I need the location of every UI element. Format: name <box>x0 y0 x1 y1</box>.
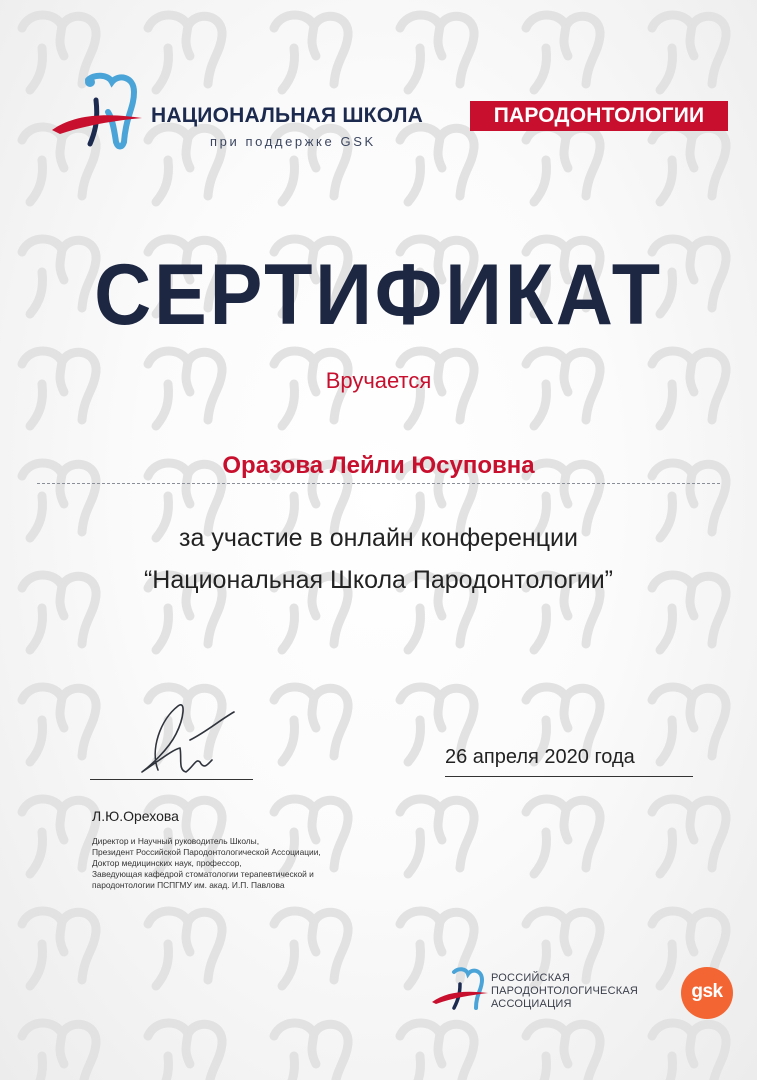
signer-name: Л.Ю.Орехова <box>92 808 179 824</box>
signature-line <box>90 779 253 780</box>
association-name-line: РОССИЙСКАЯ <box>491 972 570 984</box>
signer-description-line: Президент Российской Пародонтологической Ассоциации, <box>92 847 321 857</box>
association-name-line: АССОЦИАЦИЯ <box>491 998 572 1010</box>
signer-description-line: Доктор медицинских наук, профессор, <box>92 858 242 868</box>
signer-description-line: Директор и Научный руководитель Школы, <box>92 836 260 846</box>
certificate-date: 26 апреля 2020 года <box>445 746 635 768</box>
recipient-name: Оразова Лейли Юсуповна <box>222 452 535 479</box>
reason-line-2: “Национальная Школа Пародонтологии” <box>143 566 613 594</box>
certificate-title: СЕРТИФИКАТ <box>94 247 663 343</box>
gsk-logo: gsk <box>681 967 733 1019</box>
association-name <box>491 972 638 1011</box>
handwritten-signature <box>120 700 240 785</box>
recipient-underline <box>37 483 720 484</box>
reason-line-1: за участие в онлайн конференции <box>179 524 578 552</box>
signer-description-line: пародонтологии ПСПГМУ им. акад. И.П. Павлова <box>92 880 285 890</box>
brand-badge: ПАРОДОНТОЛОГИИ <box>470 101 728 131</box>
association-tooth-logo-icon <box>430 966 490 1011</box>
awarded-label: Вручается <box>325 368 432 393</box>
brand-subtitle: при поддержке GSK <box>210 134 376 149</box>
school-tooth-logo-icon <box>50 72 145 152</box>
signer-description-line: Заведующая кафедрой стоматологии терапевтической и <box>92 869 314 879</box>
association-name-line: ПАРОДОНТОЛОГИЧЕСКАЯ <box>491 985 638 997</box>
brand-title: НАЦИОНАЛЬНАЯ ШКОЛА <box>151 104 424 127</box>
date-underline <box>445 776 693 777</box>
signer-description <box>92 836 392 891</box>
